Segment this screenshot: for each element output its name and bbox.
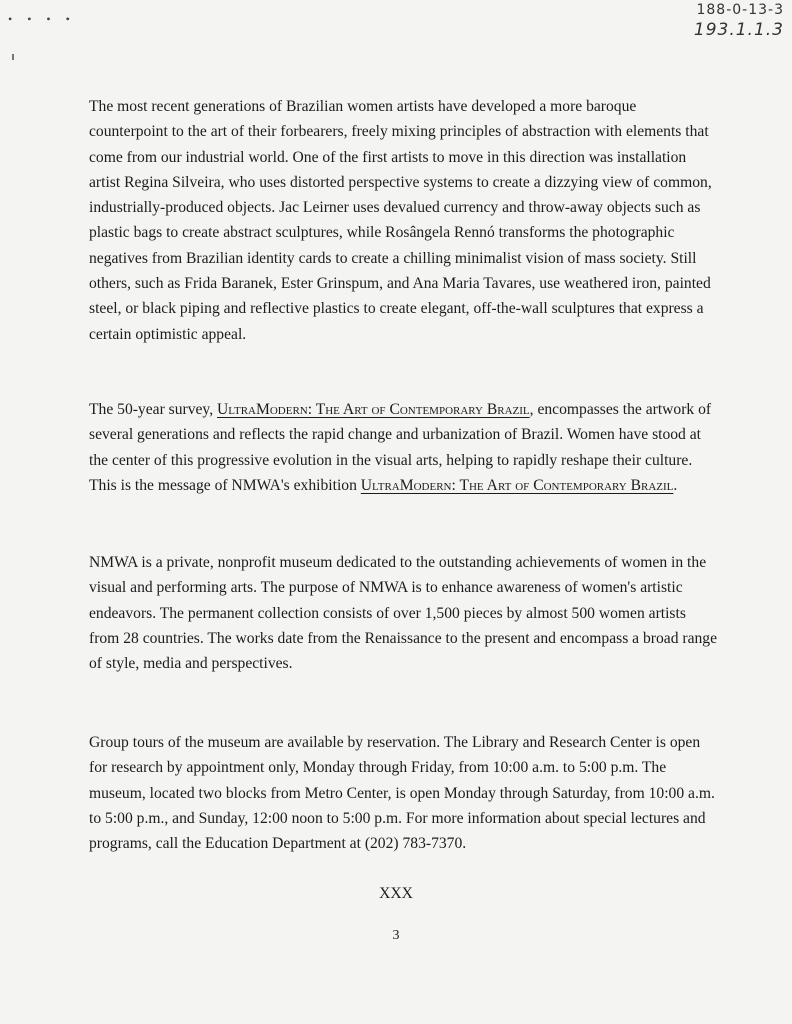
margin-tick — [12, 54, 14, 60]
paragraph-women-artists: The most recent generations of Brazilian women artists have developed a more baroque counterpoint to the art of their forbearers, freely mixing principles of abstraction with elements that come from our industrial world. One of the first artists to move in this direction was installation artist Regina Silveira, who uses distorted perspective systems to create a dizzying view of common, industrially-produced objects. Jac Leirner uses devalued currency and throw-away objects such as plastic bags to create abstract sculptures, while Rosângela Rennó transforms the photographic negatives from Brazilian identity cards to create a chilling minimalist vision of mass society. Still others, such as Frida Baranek, Ester Grinspum, and Ana Maria Tavares, use weathered iron, painted steel, or black piping and reflective plastics to create elegant, off-the-wall sculptures that express a certain optimistic appeal. — [89, 98, 712, 343]
paragraph-about-nmwa: NMWA is a private, nonprofit museum dedicated to the outstanding achievements of women in the visual and performing arts. The purpose of NMWA is to enhance awareness of women's artistic endeavors. The permanent collection consists of over 1,500 pieces by almost 500 women artists from 28 countries. The works date from the Renaissance to the present and encompass a broad range of style, media and perspectives. — [89, 554, 718, 673]
end-mark: XXX — [379, 885, 413, 902]
p2-text-before: The 50-year survey, — [89, 401, 218, 418]
paragraph-visitor-info: Group tours of the museum are available by reservation. The Library and Research Center is open for research by appointment only, Monday through Friday, from 10:00 a.m. to 5:00 p.m. The museum, located two blocks from Metro Center, is open Monday through Saturday, from 10:00 a.m. to 5:00 p.m., and Sunday, 12:00 noon to 5:00 p.m. For more information about special lectures and programs, call the Education Department at (202) 783-7370. — [89, 734, 715, 853]
p2-text-after: . — [673, 476, 678, 494]
exhibition-title-repeat: UltraModern: The Art of Contemporary Brazil — [360, 476, 674, 494]
margin-dots: • • • • — [8, 12, 76, 26]
exhibition-title: UltraModern: The Art of Contemporary Brazil — [217, 401, 530, 418]
accession-line-1: 188-0-13-3 — [696, 2, 784, 18]
accession-number — [694, 0, 784, 40]
paragraph-exhibition-survey — [89, 397, 719, 498]
page-number: 3 — [392, 928, 400, 943]
accession-line-2: 193.1.1.3 — [693, 20, 784, 40]
p2-text-middle: , encompasses the artwork of several generations and reflects the rapid change and urbanization of Brazil. Women have stood at the center of this progressive evolution in the visual arts, helping to rapidly reshape their culture. This is the message of NMWA's exhibition — [89, 401, 712, 494]
